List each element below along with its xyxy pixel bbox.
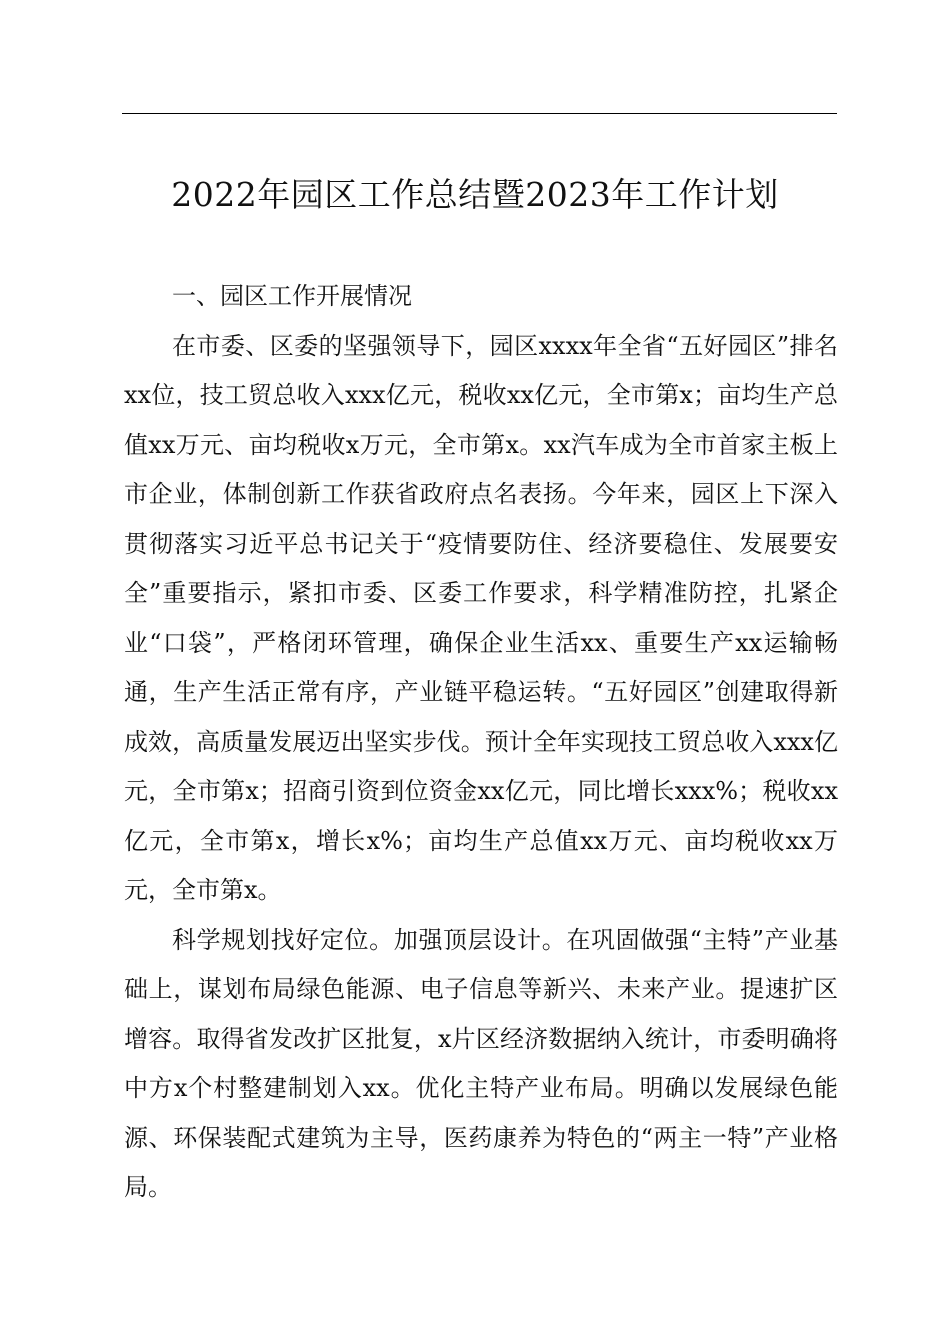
document-title: 2022年园区工作总结暨2023年工作计划 — [171, 175, 779, 214]
section-heading: 一、园区工作开展情况 — [172, 282, 412, 310]
paragraph-planning: 科学规划找好定位。加强顶层设计。在巩固做强“主特”产业基础上，谋划布局绿色能源、电子信息等新兴、未来产业。提速扩区增容。取得省发改扩区批复，x片区经济数据纳入统计，市委明确将中方x个村整建制划入xx。优化主特产业布局。明确以发展绿色能源、环保装配式建筑为主导，医药康养为特色的“两主一特”产业格局。 — [124, 925, 838, 1201]
header-rule — [122, 113, 837, 114]
paragraph-overview: 在市委、区委的坚强领导下，园区xxxx年全省“五好园区”排名xx位，技工贸总收入xxx亿元，税收xx亿元，全市第x；亩均生产总值xx万元、亩均税收x万元，全市第x。xx汽车成为全市首家主板上市企业，体制创新工作获省政府点名表扬。今年来，园区上下深入贯彻落实习近平总书记关于“疫情要防住、经济要稳住、发展要安全”重要指示，紧扣市委、区委工作要求，科学精准防控，扎紧企业“口袋”，严格闭环管理，确保企业生活xx、重要生产xx运输畅通，生产生活正常有序，产业链平稳运转。“五好园区”创建取得新成效，高质量发展迈出坚实步伐。预计全年实现技工贸总收入xxx亿元，全市第x；招商引资到位资金xx亿元，同比增长xxx%；税收xx亿元，全市第x，增长x%；亩均生产总值xx万元、亩均税收xx万元，全市第x。 — [124, 331, 838, 904]
document-body — [124, 272, 838, 1213]
